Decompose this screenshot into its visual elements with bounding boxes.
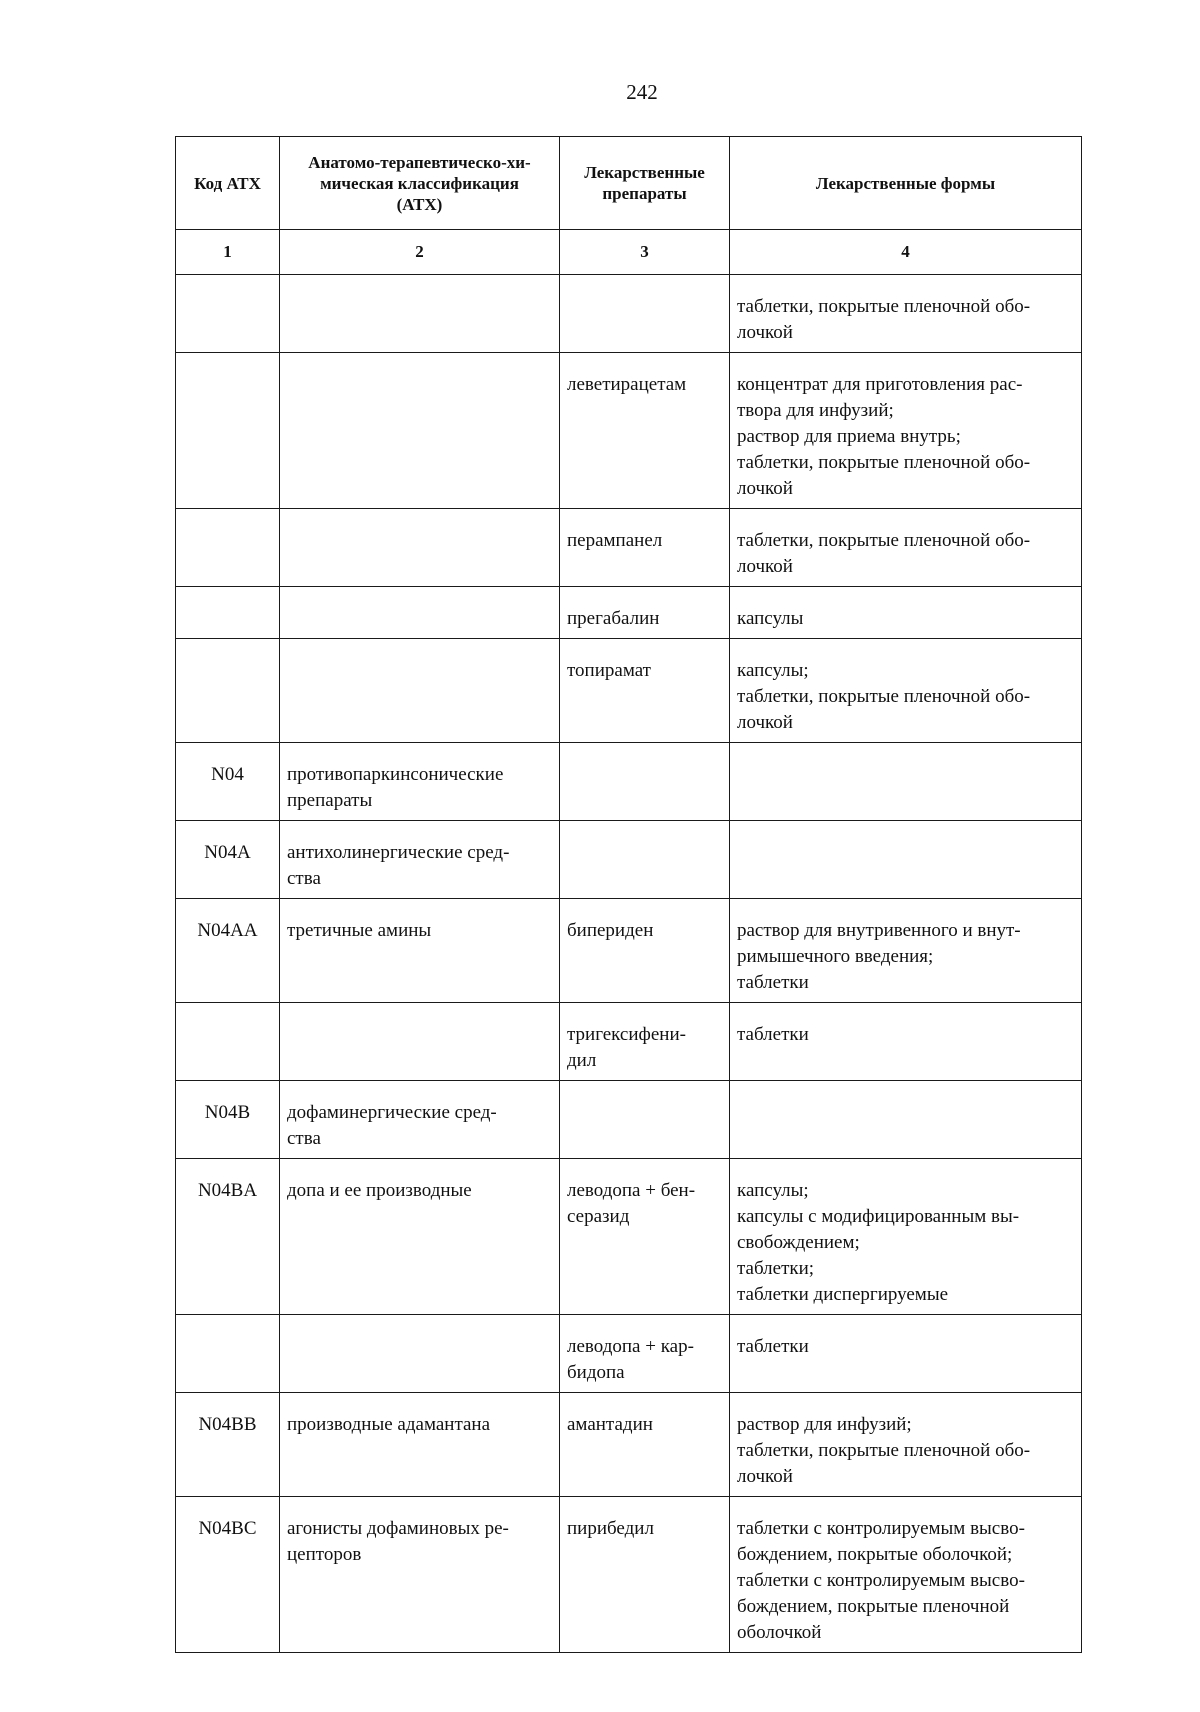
dosage-forms-cell: раствор для инфузий; таблетки, покрытые пленочной обо- лочкой (730, 1393, 1082, 1497)
dosage-forms-cell: концентрат для приготовления рас- твора для инфузий; раствор для приема внутрь; таблетки, покрытые пленочной обо- лочкой (730, 353, 1082, 509)
atx-code-cell: N04B (176, 1081, 280, 1159)
drug-name-cell: пирибедил (560, 1497, 730, 1653)
dosage-forms-cell: таблетки с контролируемым высво- бождением, покрытые оболочкой; таблетки с контролируемым высво- бождением, покрытые пленочной оболочкой (730, 1497, 1082, 1653)
table-row (176, 1497, 1082, 1653)
classification-cell: противопаркинсонические препараты (280, 743, 560, 821)
table-row (176, 353, 1082, 509)
classification-cell: антихолинергические сред- ства (280, 821, 560, 899)
dosage-forms-cell: капсулы (730, 587, 1082, 639)
table-row (176, 1003, 1082, 1081)
dosage-forms-cell: таблетки (730, 1003, 1082, 1081)
classification-cell: дофаминергические сред- ства (280, 1081, 560, 1159)
dosage-forms-cell: таблетки, покрытые пленочной обо- лочкой (730, 275, 1082, 353)
table-row (176, 639, 1082, 743)
classification-cell (280, 275, 560, 353)
drug-name-cell (560, 821, 730, 899)
atx-code-cell (176, 275, 280, 353)
drug-name-cell: леводопа + бен- серазид (560, 1159, 730, 1315)
dosage-forms-cell: капсулы; таблетки, покрытые пленочной обо- лочкой (730, 639, 1082, 743)
column-number: 3 (560, 230, 730, 275)
classification-cell: третичные амины (280, 899, 560, 1003)
dosage-forms-cell: капсулы; капсулы с модифицированным вы- свобождением; таблетки; таблетки диспергируемые (730, 1159, 1082, 1315)
drug-name-cell: леветирацетам (560, 353, 730, 509)
atx-code-cell (176, 1315, 280, 1393)
classification-cell: допа и ее производные (280, 1159, 560, 1315)
table-row (176, 1159, 1082, 1315)
atx-code-cell: N04BB (176, 1393, 280, 1497)
classification-cell (280, 587, 560, 639)
atx-code-cell (176, 639, 280, 743)
drug-name-cell: бипериден (560, 899, 730, 1003)
drug-name-cell (560, 275, 730, 353)
page-number: 242 (626, 80, 658, 104)
column-number-row (176, 230, 1082, 275)
table-row (176, 1393, 1082, 1497)
header-dosage-forms: Лекарственные формы (730, 137, 1082, 230)
table-body (176, 230, 1082, 1653)
table-row (176, 1081, 1082, 1159)
classification-cell: агонисты дофаминовых ре- цепторов (280, 1497, 560, 1653)
drug-name-cell: амантадин (560, 1393, 730, 1497)
atx-code-cell (176, 509, 280, 587)
table-row (176, 509, 1082, 587)
atx-code-cell: N04AA (176, 899, 280, 1003)
table-row (176, 275, 1082, 353)
classification-cell (280, 509, 560, 587)
table-row (176, 1315, 1082, 1393)
table-row (176, 743, 1082, 821)
table-header-row (176, 137, 1082, 230)
atx-code-cell: N04A (176, 821, 280, 899)
drug-name-cell: леводопа + кар- бидопа (560, 1315, 730, 1393)
drug-name-cell: тригексифени- дил (560, 1003, 730, 1081)
table-row (176, 821, 1082, 899)
dosage-forms-cell: таблетки (730, 1315, 1082, 1393)
atx-code-cell: N04BA (176, 1159, 280, 1315)
dosage-forms-cell (730, 821, 1082, 899)
drug-name-cell: прегабалин (560, 587, 730, 639)
atx-code-cell: N04BC (176, 1497, 280, 1653)
classification-cell (280, 1003, 560, 1081)
header-drugs: Лекарственные препараты (560, 137, 730, 230)
classification-cell (280, 353, 560, 509)
dosage-forms-cell: таблетки, покрытые пленочной обо- лочкой (730, 509, 1082, 587)
table-row (176, 899, 1082, 1003)
drug-name-cell (560, 743, 730, 821)
table-row (176, 587, 1082, 639)
column-number: 2 (280, 230, 560, 275)
atx-code-cell (176, 1003, 280, 1081)
drug-name-cell: топирамат (560, 639, 730, 743)
atx-code-cell (176, 353, 280, 509)
column-number: 1 (176, 230, 280, 275)
classification-cell (280, 1315, 560, 1393)
header-atx-code: Код АТХ (176, 137, 280, 230)
atx-code-cell (176, 587, 280, 639)
drug-name-cell: перампанел (560, 509, 730, 587)
dosage-forms-cell (730, 1081, 1082, 1159)
atx-drug-table (175, 136, 1082, 1653)
atx-code-cell: N04 (176, 743, 280, 821)
classification-cell (280, 639, 560, 743)
header-atx-classification: Анатомо-терапевтическо-хи- мическая классификация (АТХ) (280, 137, 560, 230)
dosage-forms-cell (730, 743, 1082, 821)
column-number: 4 (730, 230, 1082, 275)
classification-cell: производные адамантана (280, 1393, 560, 1497)
drug-name-cell (560, 1081, 730, 1159)
dosage-forms-cell: раствор для внутривенного и внут- римышечного введения; таблетки (730, 899, 1082, 1003)
